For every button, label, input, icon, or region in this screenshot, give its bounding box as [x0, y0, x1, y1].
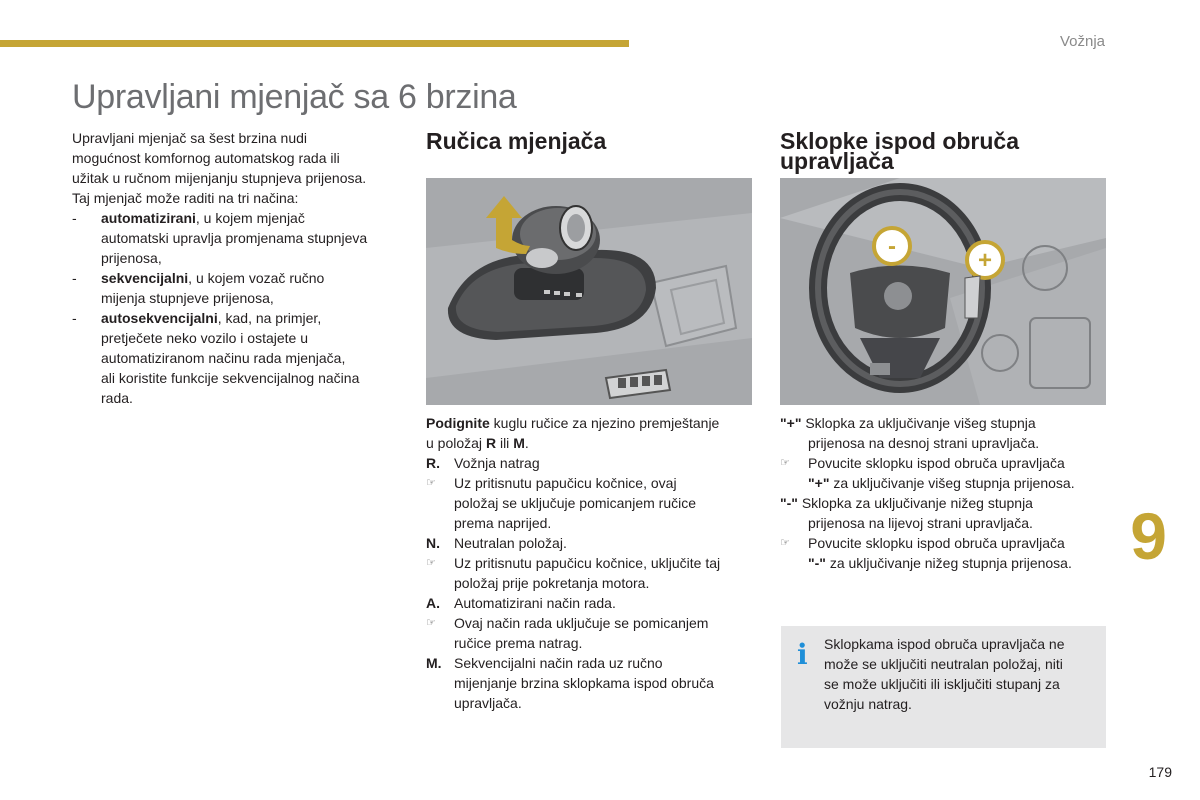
mode-desc: , kad, na primjer,: [217, 310, 322, 326]
plus-key: "+": [808, 475, 830, 491]
position-a-note: [426, 613, 766, 653]
mode-name: autosekvencijalni: [101, 310, 218, 326]
note-line: položaj se uključuje pomicanjem ručice: [454, 495, 697, 511]
lift-instruction: kuglu ručice za njezino premještanje: [489, 415, 720, 431]
mode-desc-line: ali koristite funkcije sekvencijalnog načina: [101, 370, 360, 386]
intro-line: mogućnost komfornog automatskog rada ili: [72, 150, 340, 166]
info-line: Sklopkama ispod obruča upravljača ne: [824, 636, 1065, 652]
mode-name: automatizirani: [101, 210, 196, 226]
mode-desc-line: automatiziranom načinu rada mjenjača,: [101, 350, 346, 366]
paddles-heading-line: upravljača: [780, 148, 894, 174]
mode-item-automatic: [72, 208, 402, 268]
intro-line: Taj mjenjač može raditi na tri načina:: [72, 190, 299, 206]
list-dash: -: [72, 270, 77, 286]
list-dash: -: [72, 210, 77, 226]
note-line: Uz pritisnutu papučicu kočnice, uključite taj: [454, 555, 721, 571]
mode-desc-line: prijenosa,: [101, 250, 162, 266]
plus-desc-cont: prijenosa na desnoj strani upravljača.: [808, 435, 1040, 451]
position-m-ref: M: [513, 435, 525, 451]
position-key: R.: [426, 455, 440, 471]
note-line: za uključivanje nižeg stupnja prijenosa.: [825, 555, 1072, 571]
mode-desc-line: rada.: [101, 390, 133, 406]
info-icon: i: [797, 638, 808, 671]
list-dash: -: [72, 310, 77, 326]
position-label-cont: mijenjanje brzina sklopkama ispod obruča: [454, 675, 714, 691]
position-key: N.: [426, 535, 440, 551]
minus-paddle-label: -: [888, 233, 896, 260]
minus-paddle-icon: [874, 228, 910, 264]
minus-desc: Sklopka za uključivanje nižeg stupnja: [797, 495, 1033, 511]
position-key: M.: [426, 655, 442, 671]
note-line: za uključivanje višeg stupnja prijenosa.: [829, 475, 1075, 491]
intro-line: Upravljani mjenjač sa šest brzina nudi: [72, 130, 307, 146]
plus-note: [780, 453, 1110, 493]
position-n-note: [426, 553, 766, 593]
position-r: [426, 453, 766, 473]
position-label-cont: upravljača.: [454, 695, 522, 711]
section-name: Vožnja: [1059, 33, 1105, 50]
position-n: [426, 533, 766, 553]
gear-lever-illustration: [426, 178, 752, 405]
note-line: prema naprijed.: [454, 515, 552, 531]
mode-desc: , u kojem vozač ručno: [188, 270, 325, 286]
note-line: ručice prema natrag.: [454, 635, 583, 651]
gear-lever-drawing: [426, 178, 752, 405]
position-label: Sekvencijalni način rada uz ručno: [454, 655, 663, 671]
info-line: može se uključiti neutralan položaj, niti: [824, 656, 1063, 672]
mode-item-autosequential: [72, 308, 402, 408]
mode-desc-line: mijenja stupnjeve prijenosa,: [101, 290, 274, 306]
lift-instruction-cont: u položaj: [426, 435, 486, 451]
plus-key: "+": [780, 415, 802, 431]
lift-verb: Podignite: [426, 415, 490, 431]
hand-pointer-icon: ☞: [426, 556, 436, 569]
page-title: Upravljani mjenjač sa 6 brzina: [72, 78, 517, 116]
position-label: Neutralan položaj.: [454, 535, 567, 551]
paddles-heading: [780, 128, 1110, 174]
header-accent-bar: [0, 40, 629, 47]
info-text: [824, 634, 1096, 714]
paddles-heading-line: Sklopke ispod obruča: [780, 128, 1019, 154]
period: .: [524, 435, 529, 451]
steering-wheel-illustration: [780, 178, 1106, 405]
info-box: [781, 626, 1106, 748]
lever-heading: Ručica mjenjača: [426, 128, 607, 154]
or-text: ili: [496, 435, 514, 451]
minus-key: "-": [808, 555, 826, 571]
hand-pointer-icon: ☞: [426, 476, 436, 489]
paddles-instructions: [780, 413, 1110, 573]
position-label: Automatizirani način rada.: [454, 595, 616, 611]
mode-item-sequential: [72, 268, 402, 308]
position-label: Vožnja natrag: [454, 455, 540, 471]
note-line: Povucite sklopku ispod obruča upravljača: [808, 535, 1065, 551]
note-line: položaj prije pokretanja motora.: [454, 575, 650, 591]
mode-name: sekvencijalni: [101, 270, 189, 286]
hand-pointer-icon: ☞: [426, 616, 436, 629]
note-line: Ovaj način rada uključuje se pomicanjem: [454, 615, 709, 631]
mode-desc: , u kojem mjenjač: [195, 210, 305, 226]
position-r-note: [426, 473, 766, 533]
position-r-ref: R: [485, 435, 497, 451]
lever-instructions: [426, 413, 766, 713]
position-a: [426, 593, 766, 613]
minus-note: [780, 533, 1110, 573]
page-number: 179: [1148, 764, 1172, 780]
minus-key: "-": [780, 495, 798, 511]
hand-pointer-icon: ☞: [780, 536, 790, 549]
hand-pointer-icon: ☞: [780, 456, 790, 469]
note-line: Povucite sklopku ispod obruča upravljača: [808, 455, 1065, 471]
minus-desc-cont: prijenosa na lijevoj strani upravljača.: [808, 515, 1033, 531]
mode-desc-line: automatski upravlja promjenama stupnjeva: [101, 230, 368, 246]
plus-paddle-label: +: [977, 247, 993, 274]
plus-paddle-icon: [967, 242, 1003, 278]
position-key: A.: [426, 595, 440, 611]
intro-text: [72, 128, 402, 408]
steering-wheel-drawing: [780, 178, 1106, 405]
mode-desc-line: pretječete neko vozilo i ostajete u: [101, 330, 309, 346]
info-line: se može uključiti ili isključiti stupanj za: [824, 676, 1060, 692]
info-line: vožnju natrag.: [824, 696, 912, 712]
chapter-number: 9: [1130, 499, 1167, 573]
note-line: Uz pritisnutu papučicu kočnice, ovaj: [454, 475, 677, 491]
position-m: [426, 653, 766, 713]
plus-desc: Sklopka za uključivanje višeg stupnja: [801, 415, 1036, 431]
intro-line: užitak u ručnom mijenjanju stupnjeva prijenosa.: [72, 170, 367, 186]
